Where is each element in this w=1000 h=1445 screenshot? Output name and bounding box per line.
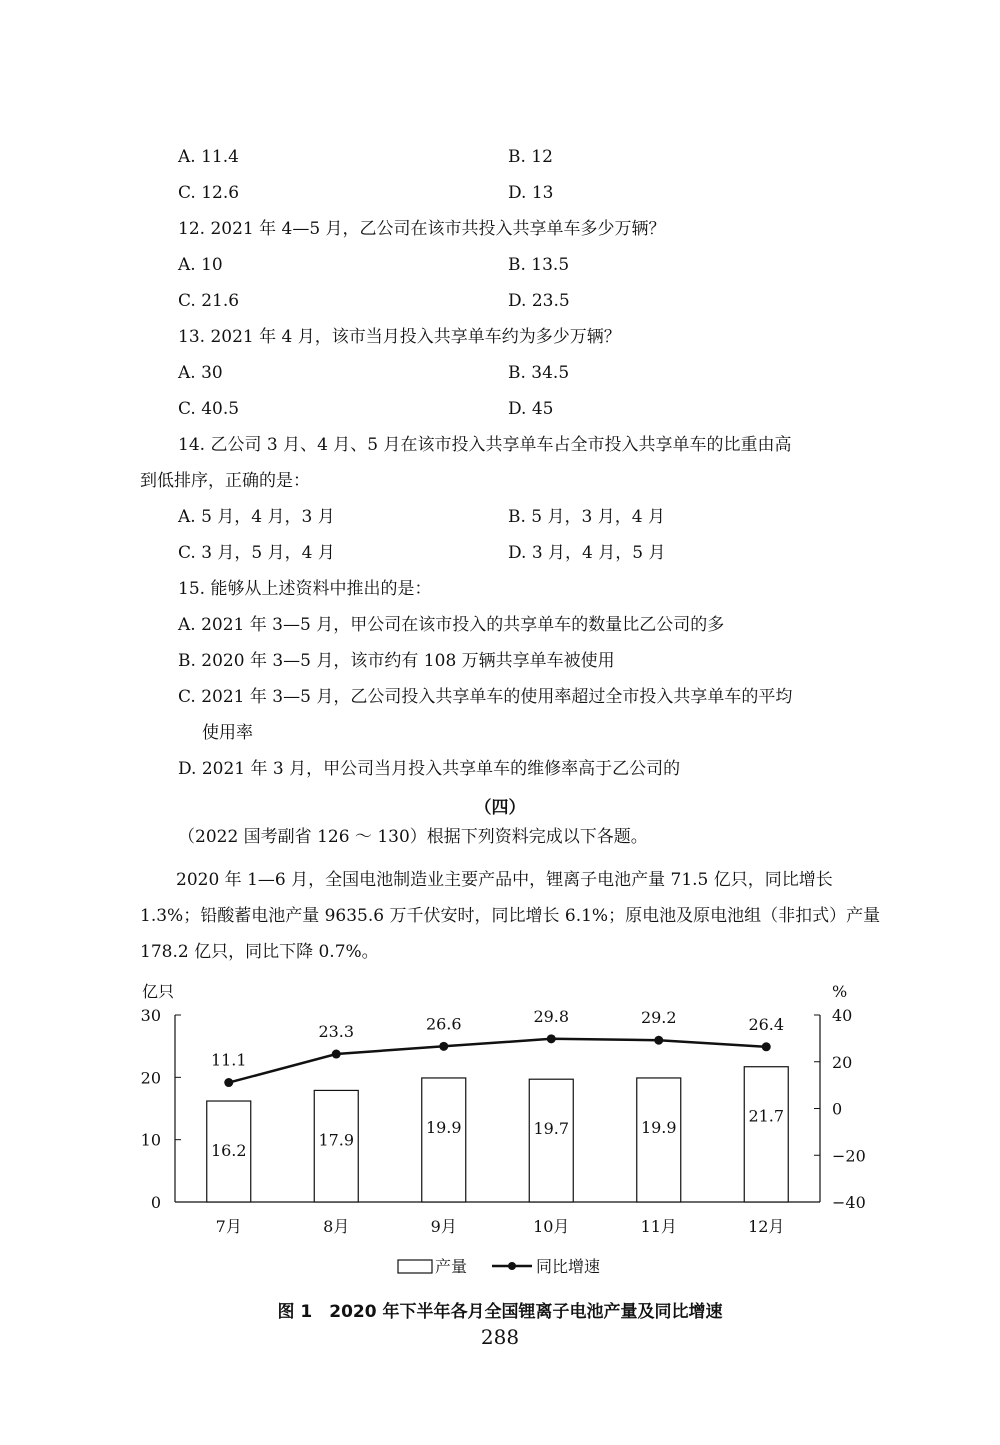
page-number: 288	[480, 1325, 520, 1349]
line-point	[654, 1036, 663, 1045]
q14-option-b: B. 5 月，3 月，4 月	[508, 507, 665, 527]
x-tick-label: 10月	[533, 1217, 570, 1236]
y-axis-left-label: 亿只	[142, 982, 175, 1001]
q12-option-d: D. 23.5	[508, 291, 570, 311]
line-point	[439, 1042, 448, 1051]
q14-stem-line1: 14. 乙公司 3 月、4 月、5 月在该市投入共享单车占全市投入共享单车的比重由高	[178, 435, 792, 455]
q13-stem: 13. 2021 年 4 月，该市当月投入共享单车约为多少万辆？	[178, 327, 621, 347]
section-paragraph: 2020 年 1—6 月，全国电池制造业主要产品中，锂离子电池产量 71.5 亿只，同比增长 1.3%；铅酸蓄电池产量 9635.6 万千伏安时，同比增长 6.1%；原电池及原电池组（非扣式）产量 178.2 亿只，同比下降 0.7%。	[140, 870, 881, 962]
line-point	[547, 1034, 556, 1043]
line-value-label: 29.8	[533, 1006, 570, 1026]
line-point	[762, 1042, 771, 1051]
x-tick-label: 7月	[215, 1217, 242, 1236]
chart-caption: 图 1 2020 年下半年各月全国锂离子电池产量及同比增速	[277, 1302, 723, 1322]
line-value-label: 29.2	[640, 1008, 677, 1028]
line-value-label: 11.1	[210, 1050, 247, 1070]
section-title: （四）	[474, 798, 526, 818]
x-tick-label: 9月	[430, 1217, 457, 1236]
y-right-tick-label: 20	[832, 1052, 853, 1072]
y-right-tick-label: −40	[832, 1193, 866, 1212]
q13-option-c: C. 40.5	[178, 399, 240, 419]
y-axis-right-label: %	[832, 982, 848, 1001]
q11-option-a: A. 11.4	[178, 147, 239, 167]
bar-value-label: 16.2	[210, 1141, 247, 1161]
x-tick-label: 12月	[748, 1217, 785, 1236]
line-point	[224, 1078, 233, 1087]
y-right-tick-label: 40	[832, 1006, 853, 1025]
bar	[744, 1067, 788, 1202]
q12-option-a: A. 10	[178, 255, 223, 275]
y-right-tick-label: −20	[832, 1146, 866, 1166]
growth-line	[229, 1039, 767, 1083]
q15-option-c-line2: 使用率	[202, 723, 253, 743]
legend-bar-swatch	[398, 1260, 432, 1273]
q15-stem: 15. 能够从上述资料中推出的是：	[178, 579, 432, 599]
q14-option-d: D. 3 月，4 月，5 月	[508, 543, 666, 563]
bar	[529, 1079, 573, 1202]
line-value-label: 23.3	[318, 1022, 355, 1042]
q13-option-d: D. 45	[508, 399, 554, 419]
legend-line-label: 同比增速	[536, 1257, 601, 1276]
line-point	[332, 1050, 341, 1059]
bar-value-label: 19.9	[640, 1117, 677, 1137]
q15-option-d: D. 2021 年 3 月，甲公司当月投入共享单车的维修率高于乙公司的	[178, 759, 681, 779]
bar-value-label: 17.9	[318, 1130, 355, 1150]
q15-option-c-line1: C. 2021 年 3—5 月，乙公司投入共享单车的使用率超过全市投入共享单车的平均	[178, 687, 793, 707]
y-left-tick-label: 30	[140, 1006, 161, 1025]
q13-option-a: A. 30	[178, 363, 223, 383]
q11-option-d: D. 13	[508, 183, 554, 203]
section-source: （2022 国考副省 126 ～ 130）根据下列资料完成以下各题。	[178, 827, 648, 847]
q14-option-c: C. 3 月，5 月，4 月	[178, 543, 335, 563]
q15-option-a: A. 2021 年 3—5 月，甲公司在该市投入的共享单车的数量比乙公司的多	[178, 615, 725, 635]
line-value-label: 26.6	[425, 1014, 462, 1034]
bar	[422, 1078, 466, 1202]
bar-value-label: 19.9	[425, 1117, 462, 1137]
line-value-label: 26.4	[748, 1014, 785, 1034]
chart-container	[130, 975, 870, 1285]
q13-option-b: B. 34.5	[508, 363, 570, 383]
bar-value-label: 19.7	[533, 1119, 570, 1139]
q15-option-b: B. 2020 年 3—5 月，该市约有 108 万辆共享单车被使用	[178, 651, 615, 671]
y-left-tick-label: 0	[150, 1193, 161, 1212]
q11-option-b: B. 12	[508, 147, 553, 167]
legend-line-marker	[508, 1262, 516, 1270]
y-left-tick-label: 10	[140, 1130, 161, 1150]
legend-bar-label: 产量	[435, 1257, 468, 1276]
bar	[637, 1078, 681, 1202]
y-left-tick-label: 20	[140, 1068, 161, 1088]
x-tick-label: 8月	[323, 1217, 350, 1236]
q11-option-c: C. 12.6	[178, 183, 240, 203]
x-tick-label: 11月	[640, 1217, 677, 1236]
y-right-tick-label: 0	[832, 1099, 843, 1119]
chart-svg	[130, 975, 870, 1285]
q12-stem: 12. 2021 年 4—5 月，乙公司在该市共投入共享单车多少万辆？	[178, 219, 666, 239]
q12-option-c: C. 21.6	[178, 291, 240, 311]
q12-option-b: B. 13.5	[508, 255, 570, 275]
q14-stem-line2: 到低排序，正确的是：	[140, 471, 310, 491]
q14-option-a: A. 5 月，4 月，3 月	[178, 507, 335, 527]
bar-value-label: 21.7	[748, 1106, 785, 1126]
